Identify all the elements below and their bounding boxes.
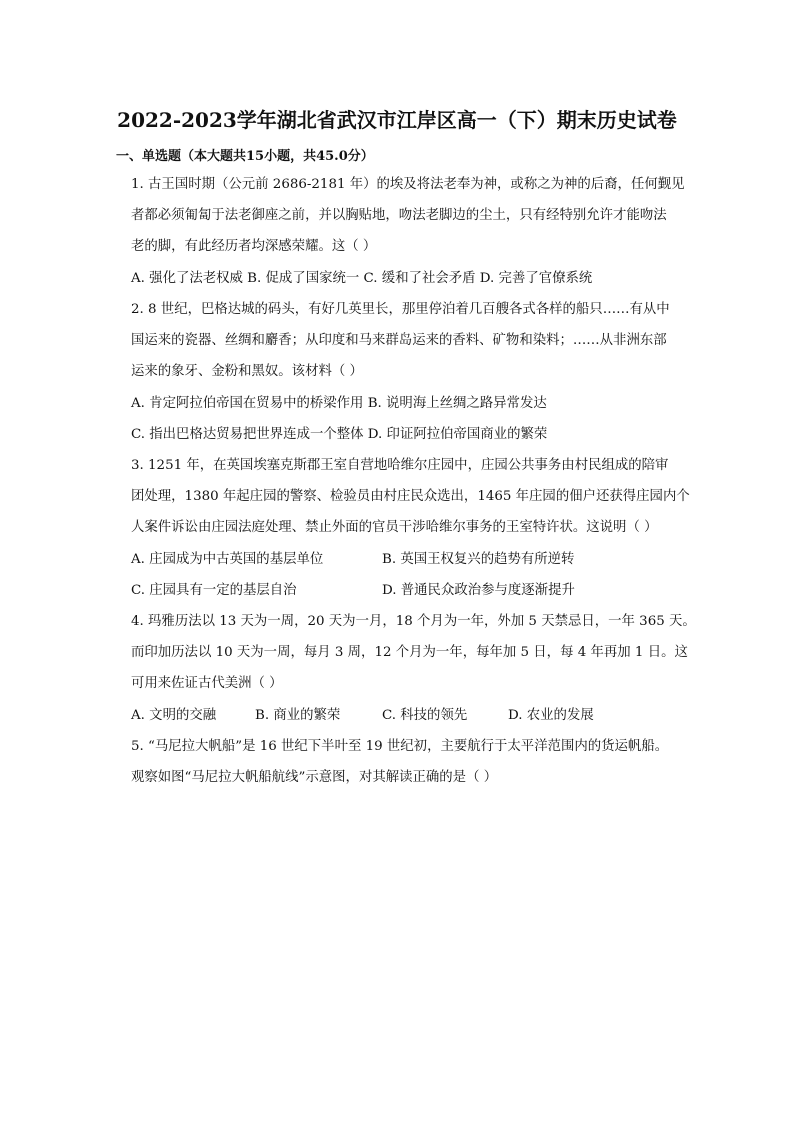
q1-line-3: 老的脚，有此经历者均深感荣耀。这（ ） <box>131 239 377 254</box>
q3-line-3: 人案件诉讼由庄园法庭处理、禁止外面的官员干涉哈维尔事务的王室特许状。这说明（ ） <box>131 520 658 535</box>
section-heading: 一、单选题（本大题共15小题，共45.0分） <box>116 149 374 164</box>
q3-option-b: B. 英国王权复兴的趋势有所逆转 <box>382 552 575 567</box>
exam-title: 2022-2023学年湖北省武汉市江岸区高一（下）期末历史试卷 <box>117 108 677 132</box>
q4-option-d: D. 农业的发展 <box>508 708 594 723</box>
q4-option-a: A. 文明的交融 <box>131 708 217 723</box>
q3-option-a: A. 庄园成为中古英国的基层单位 <box>131 552 324 567</box>
q2-line-1: 2. 8 世纪，巴格达城的码头，有好几英里长，那里停泊着几百艘各式各样的船只……有从中 <box>131 302 670 317</box>
q4-line-1: 4. 玛雅历法以 13 天为一周，20 天为一月，18 个月为一年，外加 5 天禁忌日，一年 365 天。 <box>131 614 696 629</box>
q2-options-row-2: C. 指出巴格达贸易把世界连成一个整体 D. 印证阿拉伯帝国商业的繁荣 <box>131 427 548 442</box>
q2-line-2: 国运来的瓷器、丝绸和麝香；从印度和马来群岛运来的香料、矿物和染料；……从非洲东部 <box>131 333 667 348</box>
q3-option-c: C. 庄园具有一定的基层自治 <box>131 583 297 598</box>
q1-line-2: 者都必须匍匐于法老御座之前，并以胸贴地，吻法老脚边的尘土，只有经特别允许才能吻法 <box>131 208 667 223</box>
q2-options-row-1: A. 肯定阿拉伯帝国在贸易中的桥梁作用 B. 说明海上丝绸之路异常发达 <box>131 396 547 411</box>
q3-line-2: 团处理，1380 年起庄园的警察、检验员由村庄民众选出，1465 年庄园的佃户还获得庄园内个 <box>131 489 690 504</box>
q1-options: A. 强化了法老权威 B. 促成了国家统一 C. 缓和了社会矛盾 D. 完善了官僚系统 <box>131 271 593 286</box>
q4-line-2: 而印加历法以 10 天为一周，每月 3 周，12 个月为一年，每年加 5 日，每 4 年再加 1 日。这 <box>131 645 688 660</box>
q4-line-3: 可用来佐证古代美洲（ ） <box>131 676 283 691</box>
q5-line-2: 观察如图“马尼拉大帆船航线”示意图，对其解读正确的是（ ） <box>131 770 498 785</box>
q4-option-c: C. 科技的领先 <box>382 708 468 723</box>
q3-option-d: D. 普通民众政治参与度逐渐提升 <box>382 583 575 598</box>
q1-line-1: 1. 古王国时期（公元前 2686-2181 年）的埃及将法老奉为神，或称之为神的后裔，任何觐见 <box>131 177 685 192</box>
q4-option-b: B. 商业的繁荣 <box>255 708 341 723</box>
q2-line-3: 运来的象牙、金粉和黑奴。该材料（ ） <box>131 364 363 379</box>
q3-line-1: 3. 1251 年，在英国埃塞克斯郡王室自营地哈维尔庄园中，庄园公共事务由村民组成的陪审 <box>131 458 669 473</box>
q5-line-1: 5. “马尼拉大帆船”是 16 世纪下半叶至 19 世纪初，主要航行于太平洋范围内的货运帆船。 <box>131 739 669 754</box>
